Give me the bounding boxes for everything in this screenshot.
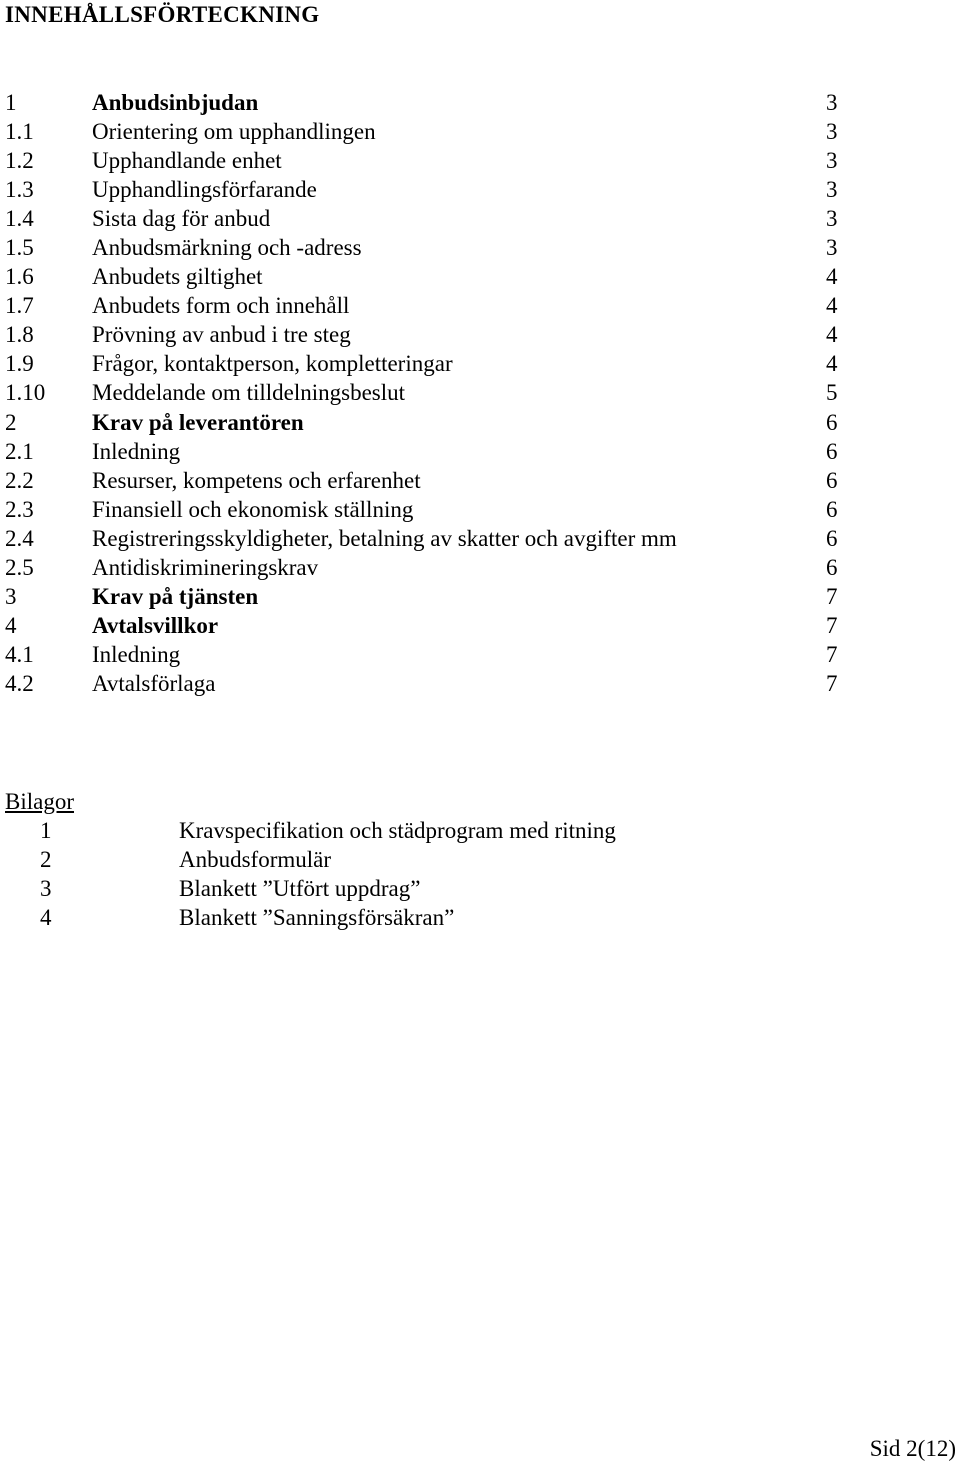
- toc-entry: [0, 466, 960, 495]
- bilaga-entry: [0, 845, 960, 874]
- toc-entry-number: 2.3: [5, 496, 34, 522]
- toc-entry-page: 7: [826, 583, 838, 609]
- toc-entry-page: 6: [826, 554, 838, 580]
- toc-entry-label: Prövning av anbud i tre steg: [92, 322, 351, 348]
- bilaga-number: 4: [40, 905, 52, 931]
- toc-entry-label: Inledning: [92, 641, 181, 667]
- toc-entry-label: Sista dag för anbud: [92, 206, 271, 232]
- page-number: Sid 2(12): [869, 1436, 956, 1461]
- bilaga-label: Kravspecifikation och städprogram med ritning: [179, 818, 616, 843]
- toc-entry-label: Anbudets form och innehåll: [92, 293, 350, 319]
- toc-entry-page: 7: [826, 641, 838, 667]
- toc-entry-label: Anbudsmärkning och -adress: [92, 235, 362, 261]
- toc-entry-number: 2.2: [5, 467, 34, 493]
- toc-entry: [0, 88, 960, 117]
- toc-entry-label: Finansiell och ekonomisk ställning: [92, 496, 414, 522]
- toc-entry-page: 7: [826, 670, 838, 696]
- toc-entry-label: Orientering om upphandlingen: [92, 119, 376, 145]
- toc-entry-page: 4: [826, 351, 838, 377]
- toc-entry-number: 2.1: [5, 438, 34, 464]
- toc-entry-label: Anbudets giltighet: [92, 264, 263, 290]
- toc-entry-label: Upphandlande enhet: [92, 148, 282, 174]
- toc-entry-label: Inledning: [92, 438, 181, 464]
- bilagor-heading: Bilagor: [5, 789, 74, 814]
- toc-entry-page: 5: [826, 380, 838, 406]
- toc-entry-page: 3: [826, 148, 838, 174]
- toc-entry-number: 1.2: [5, 148, 34, 174]
- toc-entry-label: Resurser, kompetens och erfarenhet: [92, 467, 421, 493]
- bilagor-list: [0, 816, 960, 932]
- toc-entry-page: 4: [826, 293, 838, 319]
- table-of-contents: [0, 88, 960, 698]
- toc-entry: [0, 146, 960, 175]
- toc-entry-page: 7: [826, 612, 838, 638]
- toc-entry-page: 3: [826, 177, 838, 203]
- toc-entry: [0, 349, 960, 378]
- toc-entry-page: 6: [826, 467, 838, 493]
- page-title: INNEHÅLLSFÖRTECKNING: [5, 2, 320, 27]
- toc-entry-number: 4.2: [5, 670, 34, 696]
- toc-entry-label: Krav på leverantören: [92, 409, 304, 435]
- toc-entry: [0, 291, 960, 320]
- toc-entry-number: 2.5: [5, 554, 34, 580]
- toc-entry-label: Antidiskrimineringskrav: [92, 554, 319, 580]
- toc-entry: [0, 378, 960, 407]
- toc-entry-label: Upphandlingsförfarande: [92, 177, 317, 203]
- bilaga-label: Blankett ”Sanningsförsäkran”: [179, 905, 455, 931]
- toc-entry-number: 1.8: [5, 322, 34, 348]
- toc-entry-page: 4: [826, 322, 838, 348]
- toc-entry-page: 6: [826, 525, 838, 551]
- bilaga-number: 3: [40, 876, 52, 902]
- toc-entry-page: 3: [826, 119, 838, 145]
- toc-entry: [0, 117, 960, 146]
- toc-entry-page: 6: [826, 409, 838, 435]
- bilaga-label: Anbudsformulär: [179, 847, 332, 873]
- bilaga-label: Blankett ”Utfört uppdrag”: [179, 876, 421, 902]
- toc-entry-number: 1.1: [5, 119, 34, 145]
- toc-entry-page: 4: [826, 264, 838, 290]
- toc-entry-number: 2: [5, 409, 17, 435]
- toc-entry-number: 1.9: [5, 351, 34, 377]
- toc-entry: [0, 437, 960, 466]
- toc-entry-label: Frågor, kontaktperson, kompletteringar: [92, 351, 453, 377]
- toc-entry: [0, 233, 960, 262]
- bilaga-number: 2: [40, 847, 52, 873]
- toc-entry-page: 3: [826, 206, 838, 232]
- toc-entry-number: 1.5: [5, 235, 34, 261]
- toc-entry-label: Registreringsskyldigheter, betalning av skatter och avgifter mm: [92, 525, 677, 551]
- toc-entry-number: 3: [5, 583, 17, 609]
- toc-entry: [0, 262, 960, 291]
- toc-entry-number: 1.3: [5, 177, 34, 203]
- toc-entry-number: 1.7: [5, 293, 34, 319]
- toc-entry-page: 3: [826, 235, 838, 261]
- toc-entry-label: Meddelande om tilldelningsbeslut: [92, 380, 406, 406]
- toc-entry-label: Anbudsinbjudan: [92, 90, 259, 115]
- toc-entry-number: 1.6: [5, 264, 34, 290]
- bilaga-entry: [0, 903, 960, 932]
- toc-entry-page: 3: [826, 90, 838, 115]
- toc-entry: [0, 175, 960, 204]
- toc-entry: [0, 524, 960, 553]
- toc-entry-number: 1.10: [5, 380, 46, 406]
- toc-entry: [0, 611, 960, 640]
- toc-entry: [0, 669, 960, 698]
- toc-entry-page: 6: [826, 438, 838, 464]
- toc-entry: [0, 582, 960, 611]
- toc-entry: [0, 553, 960, 582]
- toc-entry: [0, 204, 960, 233]
- toc-entry-number: 4: [5, 612, 17, 638]
- toc-entry-page: 6: [826, 496, 838, 522]
- toc-entry-label: Krav på tjänsten: [92, 583, 259, 609]
- bilaga-number: 1: [40, 818, 52, 843]
- toc-entry-label: Avtalsförlaga: [92, 670, 216, 696]
- toc-entry-label: Avtalsvillkor: [92, 612, 219, 638]
- toc-entry-number: 2.4: [5, 525, 34, 551]
- bilaga-entry: [0, 874, 960, 903]
- toc-entry: [0, 320, 960, 349]
- bilaga-entry: [0, 816, 960, 845]
- toc-entry-number: 1.4: [5, 206, 34, 232]
- toc-entry-number: 4.1: [5, 641, 34, 667]
- toc-entry: [0, 640, 960, 669]
- toc-entry: [0, 495, 960, 524]
- toc-entry: [0, 408, 960, 437]
- toc-entry-number: 1: [5, 90, 17, 115]
